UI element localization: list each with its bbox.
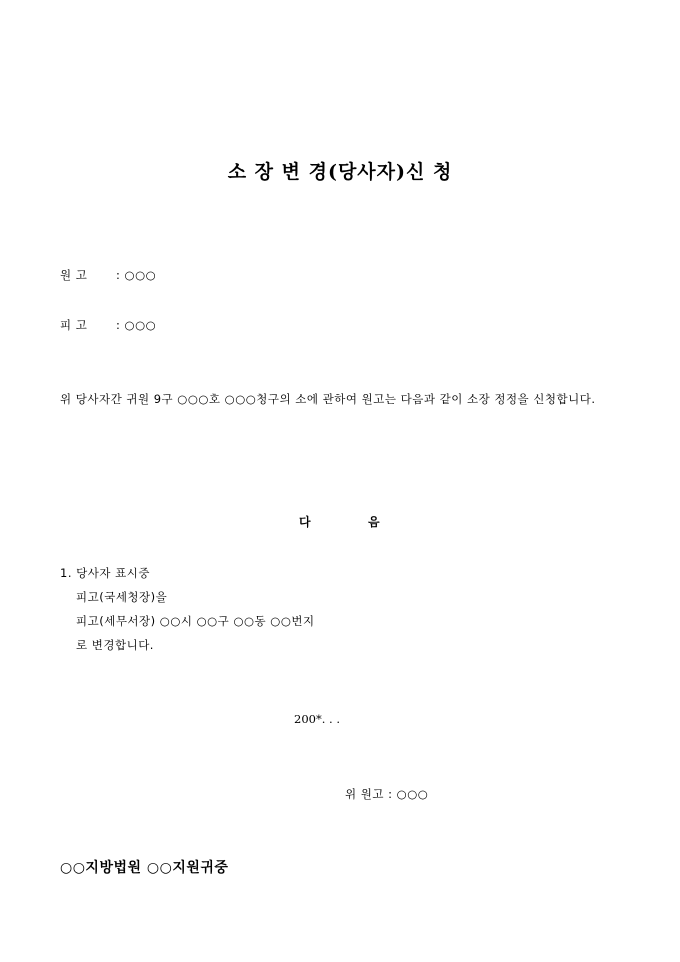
plaintiff-value: : ○○○ <box>116 268 157 282</box>
defendant-role: 피 고 <box>60 318 88 332</box>
list-item: 피고(국세청장)을 <box>76 590 168 604</box>
heading-char-1: 다 <box>299 515 311 529</box>
list-item: 1. 당사자 표시중 <box>60 566 150 580</box>
court-addressee: ○○지방법원 ○○지원귀중 <box>60 860 229 876</box>
body-paragraph: 위 당사자간 귀원 9구 ○○○호 ○○○청구의 소에 관하여 원고는 다음과 같이 소장 정정을 신청합니다. <box>60 392 596 406</box>
list-item: 피고(세무서장) ○○시 ○○구 ○○동 ○○번지 <box>76 614 315 628</box>
plaintiff-role: 원 고 <box>60 268 88 282</box>
plaintiff-line <box>60 267 156 283</box>
signature-line: 위 원고 : ○○○ <box>345 787 429 801</box>
defendant-value: : ○○○ <box>116 318 157 332</box>
document-title: 소 장 변 경(당사자)신 청 <box>227 161 453 183</box>
heading-char-2: 음 <box>368 515 380 529</box>
defendant-line <box>60 317 156 333</box>
list-item: 로 변경합니다. <box>76 638 154 652</box>
document-date: 200*. . . <box>294 712 340 726</box>
